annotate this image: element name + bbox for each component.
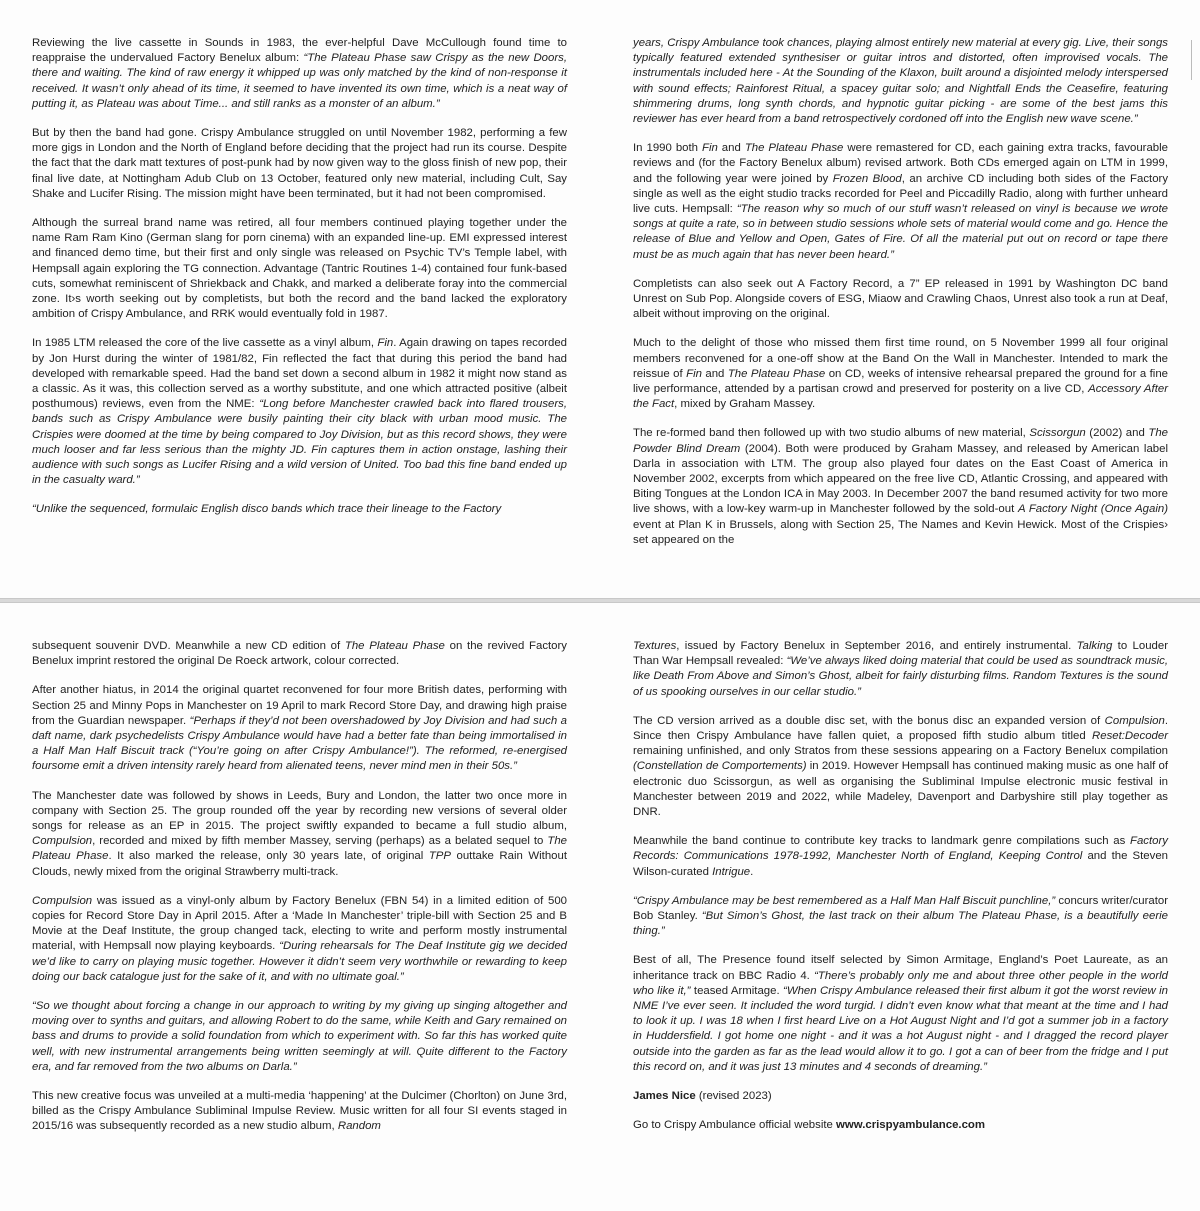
text-run: event at Plan K in Brussels, along with Section 25, The Names and Kevin Hewick. Most of the Crispies› set appeared on the	[633, 518, 1168, 546]
italic-text-run: years, Crispy Ambulance took chances, playing almost entirely new material at every gig. Live, their songs typically featured extended synthesiser or guitar intros and distorted, often improvised vocals. The instrumentals included here - At the Sounding of the Klaxon, built around a disjointed melody interspersed with sound effects; Rainforest Ritual, a spacey guitar solo; and Nightfall Ends the Ceasefire, featuring shimmering drums, long synth chords, and hypnotic guitar picking - are some of the best jams this reviewer has ever heard from a band retrospectively cordoned off into the English new wave scene.”	[633, 37, 1168, 126]
italic-text-run: The Plateau Phase	[727, 367, 826, 380]
paragraph	[32, 36, 567, 112]
paragraph	[633, 1089, 1168, 1104]
paragraph	[633, 336, 1168, 412]
text-run: , recorded and mixed by fifth member Massey, serving (perhaps) as a belated sequel to	[92, 835, 548, 848]
italic-text-run: “There’s probably only me and about three other people in the world who like it,”	[633, 969, 1168, 997]
text-run: (2004). Both were produced by Graham Massey, and released by American label Darla in association with LTM. The group also played four dates on the East Coast of America in November 2002, excerpts from which appeared on the free live CD, Atlantic Crossing, and appeared with Biting Tongues at the London ICA in May 2003. In December 2007 the band resumed activity for two more live shows, with a low-key warm-up in Manchester followed by the sold-out	[633, 442, 1168, 516]
text-run: remaining unfinished, and only Stratos from these sessions appearing on a Factory Benelux compilation	[633, 745, 1168, 758]
paragraph	[633, 426, 1168, 548]
paragraph	[633, 141, 1168, 263]
italic-text-run: Scissorgun	[1029, 427, 1086, 440]
text-run: subsequent souvenir DVD. Meanwhile a new CD edition of	[32, 640, 345, 652]
paragraph	[633, 834, 1168, 880]
italic-text-run: Textures	[633, 640, 677, 652]
text-run: , issued by Factory Benelux in September 2016, and entirely instrumental.	[676, 640, 1077, 652]
paragraph	[633, 953, 1168, 1075]
booklet-page-bottom	[0, 602, 1200, 1211]
italic-text-run: Talking	[1076, 640, 1113, 652]
paragraph	[32, 639, 567, 669]
text-run: outtake Rain Without Clouds, newly mixed from the original Strawberry multi-track.	[32, 850, 567, 878]
text-run: in 2019. However Hempsall has continued making music as one half of electronic duo Scissorgun, as well as organising the Subliminal Impulse electronic music festival in Manchester between 2019 and 2022, while Madeley, Davenport and Darbyshire still play together as DNR.	[633, 760, 1168, 819]
italic-text-run: Frozen Blood	[832, 172, 902, 185]
text-run: The re-formed band then followed up with two studio albums of new material,	[633, 427, 1030, 440]
column-bottom-left	[32, 639, 567, 1149]
text-run: In 1985 LTM released the core of the live cassette as a vinyl album,	[32, 337, 378, 350]
text-run: Although the surreal brand name was retired, all four members continued playing together under the name Ram Ram Kino (German slang for porn cinema) with an expanded line-up. EMI expressed interest and financed demo time, but their first and only single was released on Psychic TV’s Temple label, with Hempsall again exploring the TG connection. Advantage (Tantric Routines 1-4) contained four funk-based cuts, somewhat reminiscent of Shriekback and Chakk, and marked a deliberate foray into the commercial zone. It›s worth seeking out by completists, but both the record and the band lacked the exploratory ambition of Crispy Ambulance, and RRK would eventually fold in 1987.	[32, 217, 567, 321]
text-run: (2002) and	[1085, 427, 1149, 440]
paragraph	[633, 714, 1168, 820]
italic-text-run: The Plateau Phase	[744, 142, 844, 155]
italic-text-run: Fin	[377, 337, 394, 350]
bold-text-run: James Nice	[633, 1090, 696, 1103]
italic-text-run: “Crispy Ambulance may be best remembered as a Half Man Half Biscuit punchline,”	[633, 894, 1056, 907]
italic-text-run: The Plateau Phase	[32, 835, 567, 863]
text-run: After another hiatus, in 2014 the original quartet reconvened for four more British dates, performing with Section 25 and Minny Pops in Manchester on 19 April to mark Record Store Day, and drawing high praise from the Guardian newspaper.	[32, 684, 567, 727]
paragraph	[633, 639, 1168, 700]
italic-text-run: “Long before Manchester crawled back into flared trousers, bands such as Crispy Ambulance were busily painting their city black with urban mood music. The Crispies were doomed at the time by being compared to Joy Division, but as this record shows, they were much looser and far less serious than the mighty JD. Fin captures them in action onstage, lashing their audience with such songs as Lucifer Rising and a wild version of United. Too bad this fine band ended up in the casualty ward.”	[32, 398, 568, 487]
text-run: on CD, weeks of intensive rehearsal prepared the ground for a fine live performance, attended by a partisan crowd and preserved for posterity on a live CD,	[633, 367, 1168, 396]
text-run: on the revived Factory Benelux imprint restored the original De Roeck artwork, colour corrected.	[32, 640, 568, 668]
paragraph	[32, 216, 567, 322]
text-run: , mixed by Graham Massey.	[674, 398, 816, 411]
text-run: . Since then Crispy Ambulance have fallen quiet, a proposed fifth studio album titled	[633, 714, 1168, 743]
paragraph	[32, 502, 567, 517]
bold-text-run: www.crispyambulance.com	[836, 1119, 986, 1132]
column-bottom-right	[633, 639, 1168, 1147]
italic-text-run: “Perhaps if they’d not been overshadowed by Joy Division and had such a daft name, dark psychedelists Crispy Ambulance would have had a better fate than being immortalised in a Half Man Half Biscuit track (“You’re going on after Crispy Ambulance!”). The reformed, re-energised foursome emit a driven intensity rarely heard from alienated teens, never mind men in their 50s.”	[32, 714, 567, 773]
italic-text-run: Intrigue	[712, 865, 751, 878]
text-run: was issued as a vinyl-only album by Factory Benelux (FBN 54) in a limited edition of 500 copies for Record Store Day in April 2015. After a ‘Made In Manchester’ triple-bill with Section 25 and B Movie at the Deaf Institute, the group changed tack, electing to write and perform mostly instrumental material, with Hempsall now playing keyboards.	[32, 894, 567, 953]
paragraph	[32, 999, 567, 1075]
paragraph	[633, 277, 1168, 323]
italic-text-run: Accessory After the Fact	[633, 383, 1168, 411]
italic-text-run: “So we thought about forcing a change in our approach to writing by my giving up singing altogether and moving over to synths and guitars, and allowing Robert to do the same, while Keith and Gary remained on bass and drums to provide a solid foundation from which to experiment with. So far this has worked quite well, with new instrumental arrangements being written seemingly at will. Quite different to the Factory era, and far removed from the two albums on Darla.”	[32, 1000, 567, 1073]
text-run: .	[750, 865, 754, 878]
paragraph	[32, 683, 567, 774]
italic-text-run: “Unlike the sequenced, formulaic English disco bands which trace their lineage to the Factory	[32, 503, 502, 516]
paragraph	[32, 789, 567, 880]
text-run: Much to the delight of those who missed them first time round, on 5 November 1999 all four original members reconvened for a one-off show at the Band On the Wall in Manchester. Intended to mark the reissue of	[633, 337, 1168, 380]
text-run: and	[701, 367, 728, 380]
text-run: were remastered for CD, each gaining extra tracks, favourable reviews and (for the Factory Benelux album) revised artwork. Both CDs emerged again on LTM in 1999, and the following year were joined by	[633, 142, 1168, 185]
paragraph	[32, 126, 567, 202]
paragraph	[633, 36, 1168, 127]
italic-text-run: A Factory Night (Once Again)	[1017, 503, 1168, 516]
italic-text-run: Compulsion	[32, 894, 93, 907]
italic-text-run: Random	[337, 1120, 381, 1133]
italic-text-run: Compulsion	[32, 835, 93, 848]
text-run: Reviewing the live cassette in Sounds in 1983, the ever-helpful Dave McCullough found time to reappraise the undervalued Factory Benelux album:	[32, 37, 567, 65]
italic-text-run: The Powder Blind Dream	[633, 427, 1168, 455]
italic-text-run: “When Crispy Ambulance released their first album it got the worst review in NME I’ve ever seen. It included the word turgid. I didn’t even know what that meant at the time and I had to look it up. I was 18 when I first heard Live on a Hot August Night and I’d got a summer job in a factory in Huddersfield. I got home one night - and it was a hot August night - and I dragged the record player outside into the garden as far as the lead would allow it to go. I got a can of beer from the fridge and I put this record on, and it was just 13 minutes and 4 seconds of dreaming.”	[633, 984, 1168, 1073]
text-run: . Again drawing on tapes recorded by Jon Hurst during the winter of 1981/82, Fin reflected the fact that during this period the band had developed with remarkable speed. Had the band set down a second album in 1982 it might now stand as a classic. As it was, this collection served as a worthy substitute, and one which attracted positive (albeit posthumous) reviews, even from the NME:	[32, 337, 567, 411]
paragraph	[32, 894, 567, 985]
italic-text-run: “The reason why so much of our stuff wasn’t released on vinyl is because we wrote songs at quite a rate, so in between studio sessions whole sets of material would come and go. Hence the release of Blue and Yellow and Open, Gates of Fire. Of all the material put out on record or tape there must be as much again that has never been heard.”	[633, 203, 1168, 261]
text-run: and	[717, 142, 745, 155]
text-run: Best of all, The Presence found itself selected by Simon Armitage, England’s Poet Laureate, as an inheritance track on BBC Radio 4.	[633, 954, 1168, 982]
text-run: The Manchester date was followed by shows in Leeds, Bury and London, the latter two once more in company with Section 25. The group rounded off the year by recording new versions of several older songs for release as an EP in 2015. The project swiftly expanded to became a full studio album,	[32, 789, 567, 833]
paragraph	[32, 336, 567, 488]
italic-text-run: Reset:Decoder	[1092, 730, 1168, 743]
text-run: to Louder Than War Hempsall revealed:	[633, 640, 1169, 668]
text-run: Meanwhile the band continue to contribute key tracks to landmark genre compilations such as	[633, 835, 1131, 848]
text-run: teased Armitage.	[690, 984, 784, 997]
italic-text-run: “But Simon’s Ghost, the last track on their album The Plateau Phase, is a beautifully eerie thing.”	[633, 910, 1168, 938]
text-run: concurs writer/curator Bob Stanley.	[633, 894, 1169, 923]
italic-text-run: TPP	[428, 850, 451, 863]
text-run: In 1990 both	[633, 142, 702, 155]
italic-text-run: “We’ve always liked doing material that could be used as soundtrack music, like Death From Above and Simon’s Ghost, albeit for fairly disturbing films. Random Textures is the sound of us spooking ourselves in our cellar studio.”	[633, 655, 1168, 698]
italic-text-run: Fin	[701, 142, 718, 155]
italic-text-run: Factory Records: Communications 1978-1992, Manchester North of England, Keeping Control	[633, 835, 1168, 863]
text-run: This new creative focus was unveiled at a multi-media ‘happening’ at the Dulcimer (Chorlton) on June 3rd, billed as the Crispy Ambulance Subliminal Impulse Review. Music written for all four SI events staged in 2015/16 was subsequently recorded as a new studio album,	[32, 1090, 567, 1133]
text-run: The CD version arrived as a double disc set, with the bonus disc an expanded version of	[633, 714, 1105, 727]
page-edge	[1191, 40, 1198, 80]
text-run: . It also marked the release, only 30 years late, of original	[108, 850, 429, 863]
italic-text-run: Fin	[686, 367, 702, 380]
booklet-page-top	[0, 0, 1200, 599]
italic-text-run: Compulsion	[1104, 714, 1165, 727]
column-top-left	[32, 36, 567, 532]
paragraph	[32, 1089, 567, 1135]
text-run: , an archive CD including both sides of the Factory single as well as the eight studio tracks recorded for Peel and Piccadilly Radio, along with further unheard live cuts. Hempsall:	[633, 172, 1169, 216]
italic-text-run: The Plateau Phase	[344, 640, 445, 652]
text-run: Completists can also seek out A Factory Record, a 7” EP released in 1991 by Washington DC band Unrest on Sub Pop. Alongside covers of ESG, Miaow and Crawling Chaos, Unrest also took a run at Deaf, albeit without improving on the original.	[633, 277, 1168, 321]
text-run: and the Steven Wilson-curated	[633, 850, 1168, 878]
italic-text-run: “The Plateau Phase saw Crispy as the new Doors, there and waiting. The kind of raw energy it whipped up was only matched by the kind of non-response it received. It wasn’t only ahead of its time, it seemed to have invented its own time, which is a neat way of putting it, as Plateau was about Time... and still ranks as a monster of an album.”	[32, 52, 567, 110]
text-run: Go to Crispy Ambulance official website	[633, 1119, 837, 1132]
column-top-right	[633, 36, 1168, 562]
italic-text-run: (Constellation de Comportements)	[633, 760, 807, 773]
paragraph	[633, 1118, 1168, 1133]
text-run: But by then the band had gone. Crispy Ambulance struggled on until November 1982, performing a few more gigs in London and the North of England before deciding that the project had run its course. Despite the fact that the dark matt textures of post-punk had by now given way to the gloss finish of new pop, their final live date, at Nottingham Adub Club on 13 October, featured only new material, including Cult, Say Shake and Lucifer Rising. The mission might have been terminated, but it had not been compromised.	[32, 127, 567, 200]
italic-text-run: “During rehearsals for The Deaf Institute gig we decided we’d like to carry on playing music together. However it didn’t seem very worthwhile or rewarding to keep doing our back catalogue just for the sake of it, and with no ultimate goal.”	[32, 940, 567, 983]
text-run: (revised 2023)	[695, 1090, 772, 1103]
paragraph	[633, 894, 1168, 940]
